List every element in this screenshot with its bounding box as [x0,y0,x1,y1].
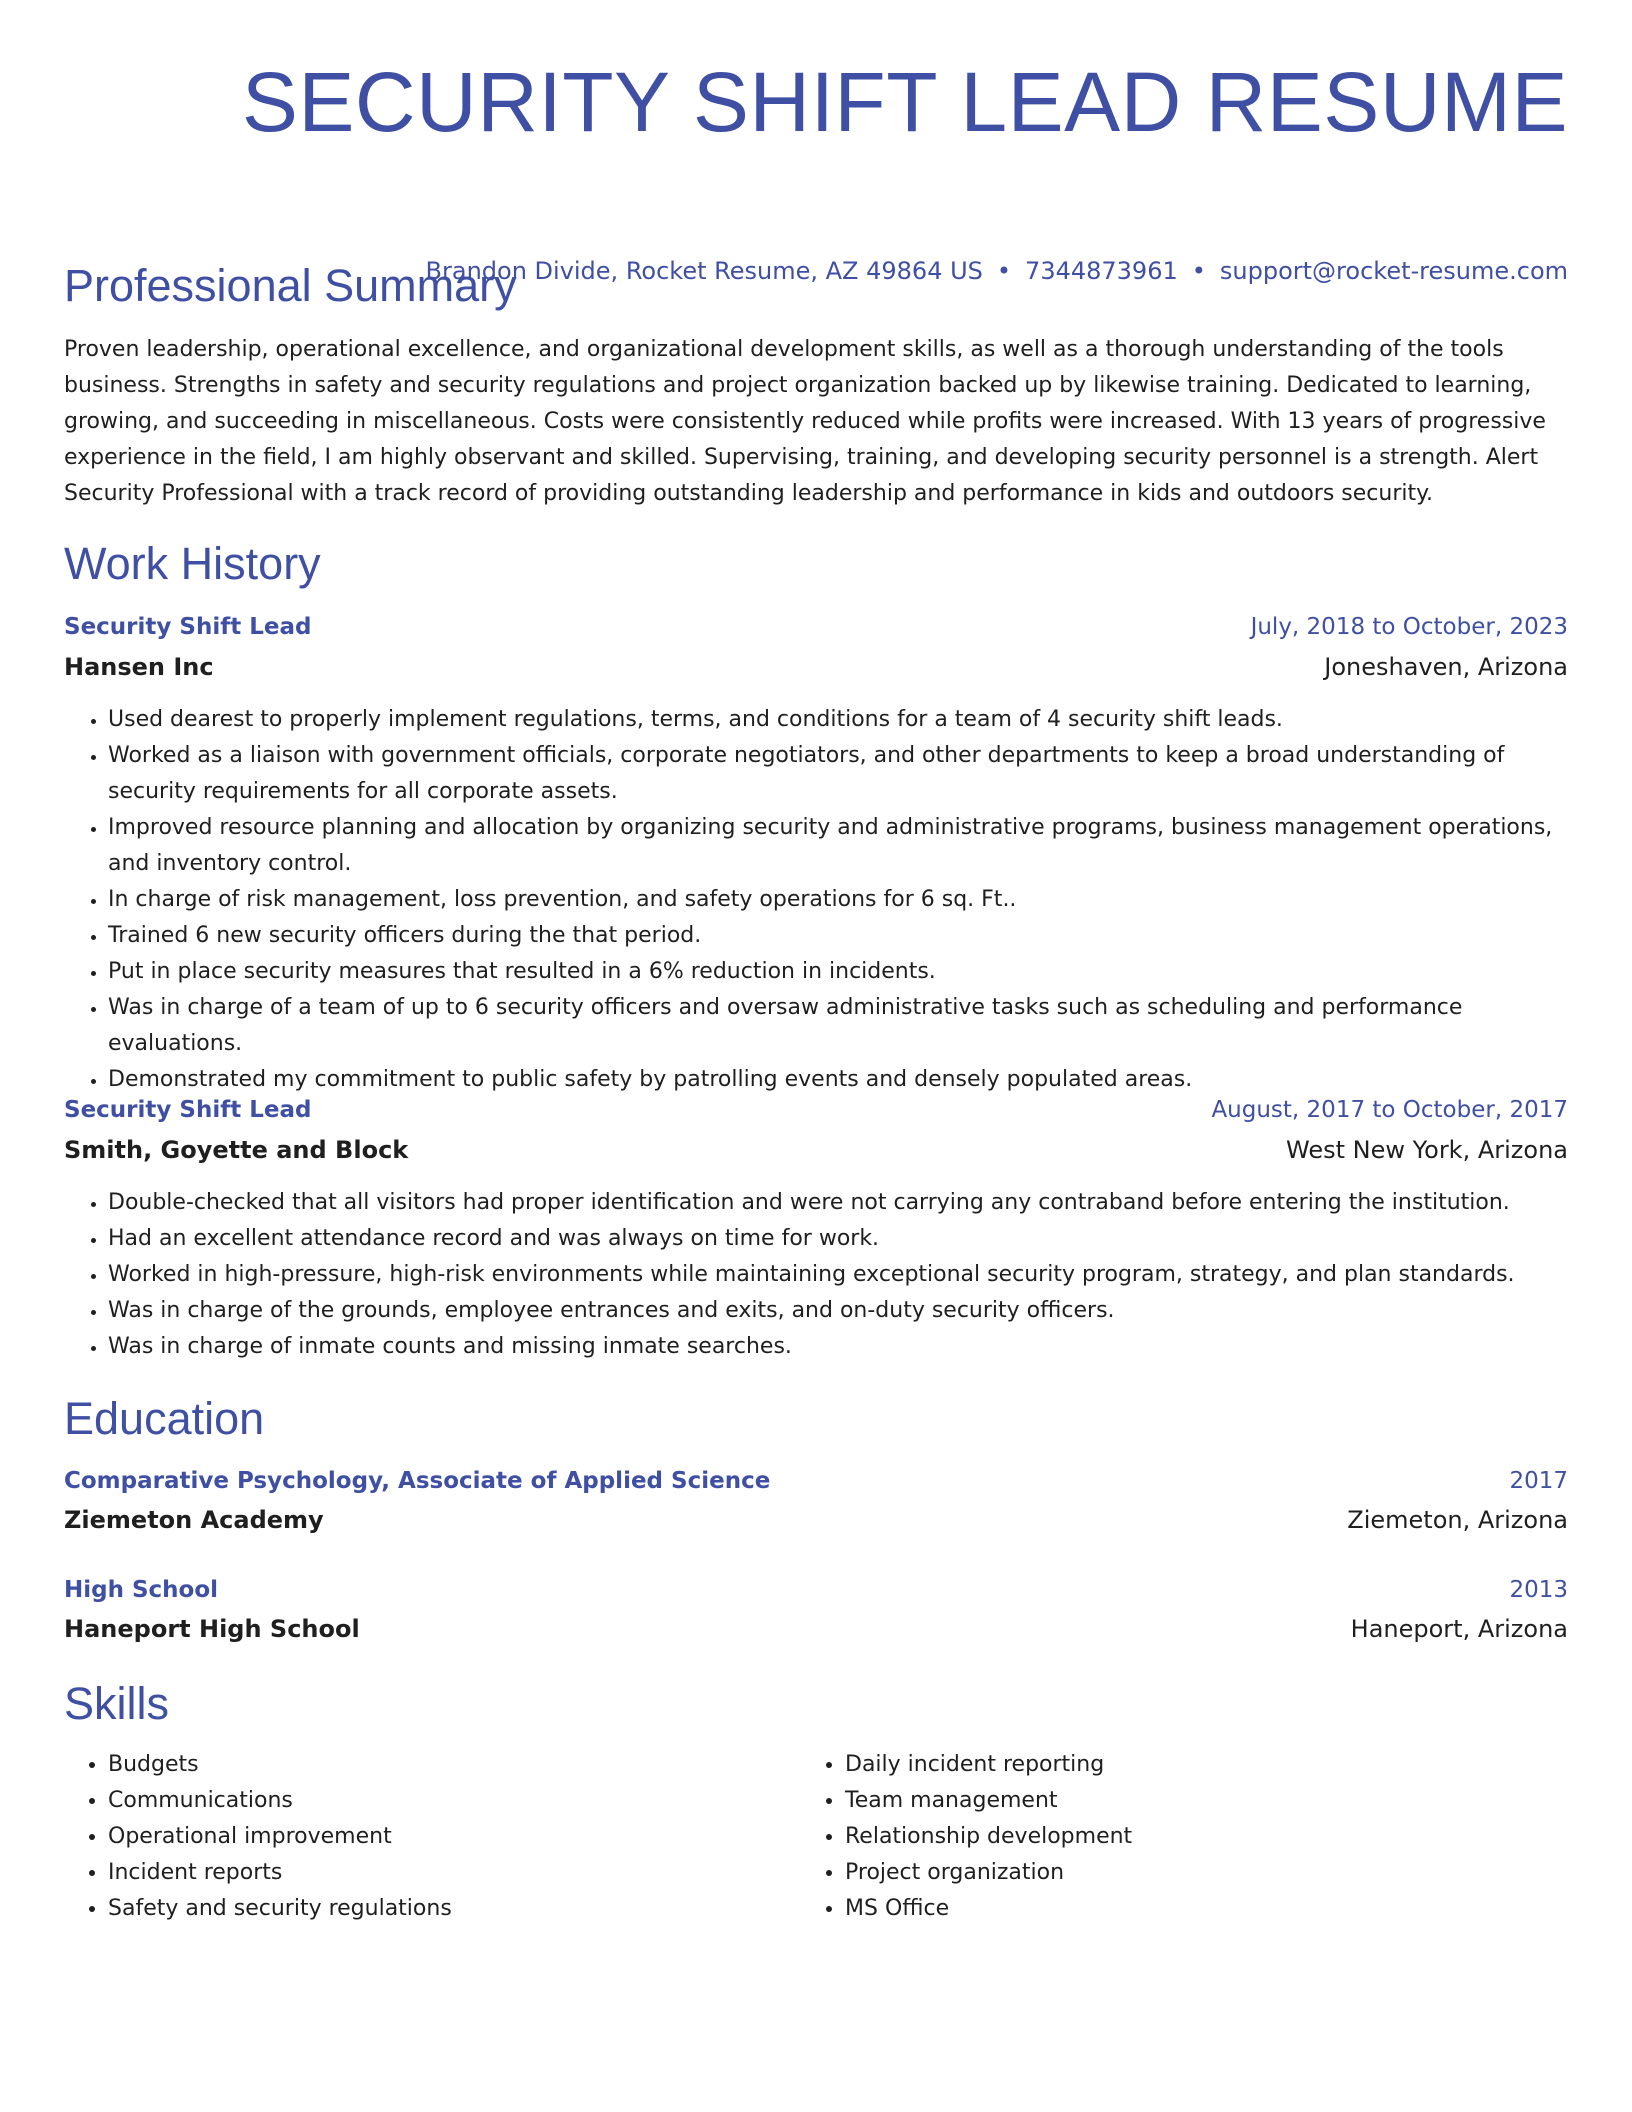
job-1-bullets [64,702,1568,1098]
education-heading: Education [64,1393,265,1444]
contact-phone: 7344873961 [1025,257,1178,285]
contact-email: support@rocket-resume.com [1219,257,1568,285]
job-1-header [64,614,1568,640]
list-item: • Was in charge of the grounds, employee entrances and exits, and on-duty security officers. [108,1293,1568,1329]
list-item: • Was in charge of inmate counts and missing inmate searches. [108,1329,1568,1365]
job-2-header [64,1097,1568,1123]
skill-item: • MS Office [845,1891,1132,1927]
skill-item: • Daily incident reporting [845,1747,1132,1783]
resume-title: SECURITY SHIFT LEAD RESUME [241,55,1568,149]
education-degree: High School [64,1577,219,1603]
job-company: Smith, Goyette and Block [64,1136,409,1164]
contact-address: Brandon Divide, Rocket Resume, AZ 49864 US [425,257,983,285]
job-1-org [64,653,1568,681]
job-location: West New York, Arizona [1286,1136,1568,1164]
skill-item: • Project organization [845,1855,1132,1891]
skill-item: • Operational improvement [108,1819,452,1855]
skill-item: • Budgets [108,1747,452,1783]
job-2-bullets [64,1185,1568,1365]
job-location: Joneshaven, Arizona [1324,653,1568,681]
list-item: • In charge of risk management, loss prevention, and safety operations for 6 sq. Ft.. [108,882,1568,918]
list-item: • Double-checked that all visitors had proper identification and were not carrying any contraband before entering the institution. [108,1185,1568,1221]
education-degree: Comparative Psychology, Associate of Applied Science [64,1468,771,1494]
skill-item: • Team management [845,1783,1132,1819]
education-2-school [64,1615,1568,1643]
list-item: • Used dearest to properly implement regulations, terms, and conditions for a team of 4 security shift leads. [108,702,1568,738]
job-dates: August, 2017 to October, 2017 [1211,1097,1568,1123]
skills-list-right [801,1747,1132,1927]
job-2-org [64,1136,1568,1164]
list-item: • Put in place security measures that resulted in a 6% reduction in incidents. [108,954,1568,990]
contact-separator: • [1191,257,1206,285]
education-school: Ziemeton Academy [64,1506,324,1534]
list-item: • Worked in high-pressure, high-risk environments while maintaining exceptional security program, strategy, and plan standards. [108,1257,1568,1293]
list-item: • Trained 6 new security officers during the that period. [108,918,1568,954]
job-role: Security Shift Lead [64,614,312,640]
education-year: 2013 [1509,1577,1568,1603]
education-2-header [64,1577,1568,1603]
job-company: Hansen Inc [64,653,214,681]
summary-heading: Professional Summary [64,260,517,311]
education-location: Haneport, Arizona [1350,1615,1568,1643]
education-year: 2017 [1509,1468,1568,1494]
skill-item: • Safety and security regulations [108,1891,452,1927]
list-item: • Worked as a liaison with government officials, corporate negotiators, and other departments to keep a broad understanding of security requirements for all corporate assets. [108,738,1568,810]
education-location: Ziemeton, Arizona [1347,1506,1568,1534]
summary-text: Proven leadership, operational excellence, and organizational development skills, as well as a thorough understanding of the tools business. Strengths in safety and security regulations and project organization backed up by likewise training. Dedicated to learning, growing, and succeeding in miscellaneous. Costs were consistently reduced while profits were increased. With 13 years of progressive experience in the field, I am highly observant and skilled. Supervising, training, and developing security personnel is a strength. Alert Security Professional with a track record of providing outstanding leadership and performance in kids and outdoors security. [64,337,1546,506]
skills-heading: Skills [64,1678,170,1729]
skill-item: • Incident reports [108,1855,452,1891]
list-item: • Improved resource planning and allocation by organizing security and administrative programs, business management operations, and inventory control. [108,810,1568,882]
list-item: • Had an excellent attendance record and was always on time for work. [108,1221,1568,1257]
education-school: Haneport High School [64,1615,360,1643]
job-dates: July, 2018 to October, 2023 [1250,614,1568,640]
skills-list-left [64,1747,452,1927]
list-item: • Demonstrated my commitment to public safety by patrolling events and densely populated areas. [108,1062,1568,1098]
job-role: Security Shift Lead [64,1097,312,1123]
education-1-header [64,1468,1568,1494]
contact-line [426,256,1568,286]
work-history-heading: Work History [64,538,321,589]
skill-item: • Communications [108,1783,452,1819]
list-item: • Was in charge of a team of up to 6 security officers and oversaw administrative tasks such as scheduling and performance evaluations. [108,990,1568,1062]
contact-separator: • [996,257,1012,285]
education-1-school [64,1506,1568,1534]
skill-item: • Relationship development [845,1819,1132,1855]
